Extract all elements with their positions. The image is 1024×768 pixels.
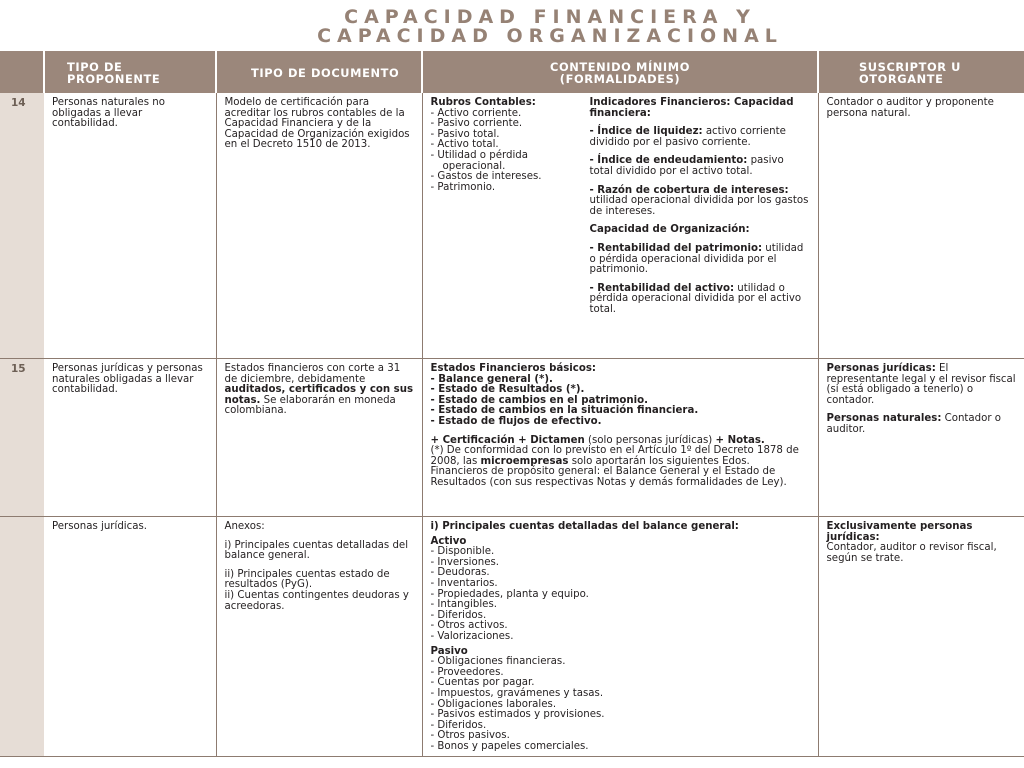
cell-suscriptor	[818, 359, 1024, 517]
title-line-2: CAPACIDAD ORGANIZACIONAL	[317, 25, 783, 47]
indicator-label: - Razón de cobertura de intereses:	[589, 184, 789, 196]
notas-label: + Notas.	[715, 434, 765, 446]
anexo-item: ii) Principales cuentas estado de resultados (PyG).	[224, 568, 390, 591]
activo-list	[431, 547, 810, 642]
estados-list	[431, 375, 810, 428]
list-item: - Otros pasivos.	[431, 731, 810, 742]
suscriptor-label: Personas jurídicas:	[826, 363, 936, 374]
list-item: - Propiedades, planta y equipo.	[431, 590, 810, 601]
anexo-item: i) Principales cuentas detalladas del balance general.	[224, 539, 409, 562]
cell-proponente: Personas jurídicas y personas naturales obligadas a llevar contabilidad.	[44, 359, 216, 517]
pasivo-title: Pasivo	[430, 645, 468, 657]
requirements-table	[0, 51, 1024, 757]
indicator-text: utilidad o pérdida operacional dividida por el activo total.	[589, 282, 802, 315]
header-number	[0, 51, 44, 93]
list-item: - Intangibles.	[431, 600, 810, 611]
indicator-text: pasivo total dividido por el activo total.	[589, 155, 784, 177]
organizacion-title: Capacidad de Organización:	[589, 224, 750, 236]
header-tipo-proponente: TIPO DE PROPONENTE	[44, 51, 216, 93]
row-number: 14	[0, 93, 44, 359]
list-item: - Diferidos.	[431, 611, 810, 622]
list-item: - Disponible.	[431, 547, 810, 558]
table-header-row	[0, 51, 1024, 93]
list-item: - Inventarios.	[431, 579, 810, 590]
list-item: - Inversiones.	[431, 558, 810, 569]
header-tipo-documento: TIPO DE DOCUMENTO	[216, 51, 422, 93]
list-item: - Utilidad o pérdida operacional.	[431, 151, 576, 172]
list-item: - Impuestos, gravámenes y tasas.	[431, 689, 810, 700]
list-item: - Pasivos estimados y provisiones.	[431, 710, 810, 721]
row-number	[0, 517, 44, 757]
list-item: - Deudoras.	[431, 568, 810, 579]
anexo-item: ii) Cuentas contingentes deudoras y acreedoras.	[224, 589, 409, 612]
table-row	[0, 93, 1024, 359]
table-row	[0, 517, 1024, 757]
cell-documento: Modelo de certificación para acreditar los rubros contables de la Capacidad Financiera y de la Capacidad de Organización exigidos en el Decreto 1510 de 2013.	[216, 93, 422, 359]
list-item: - Obligaciones laborales.	[431, 700, 810, 711]
doc-text: Se elaborarán en moneda colombiana.	[224, 394, 396, 417]
nota-text: solo aportarán los siguientes Edos. Financieros de propósito general: el Balance General y el Estado de Resultados (con sus respectivas Notas y demás formalidades de Ley).	[430, 455, 787, 488]
indicator-label: - Índice de liquidez:	[589, 126, 703, 138]
list-item: - Diferidos.	[431, 721, 810, 732]
list-item: - Balance general (*).	[431, 375, 810, 386]
list-item: - Activo corriente.	[431, 109, 576, 120]
cell-suscriptor: Contador o auditor y proponente persona natural.	[818, 93, 1024, 359]
list-item: - Pasivo corriente.	[431, 119, 576, 130]
suscriptor-text: Contador o auditor.	[826, 413, 1002, 435]
activo-title: Activo	[430, 535, 467, 547]
doc-text: Estados financieros con corte a 31 de diciembre, debidamente	[224, 363, 401, 385]
list-item: - Gastos de intereses.	[431, 172, 576, 183]
title-line-1: CAPACIDAD FINANCIERA Y	[344, 6, 756, 28]
nota-bold: microempresas	[480, 455, 569, 467]
pasivo-list	[431, 657, 810, 752]
cell-suscriptor	[818, 517, 1024, 757]
indicator-text: utilidad operacional dividida por los gastos de intereses.	[589, 195, 809, 217]
list-item: - Pasivo total.	[431, 130, 576, 141]
row-number: 15	[0, 359, 44, 517]
list-item: - Obligaciones financieras.	[431, 657, 810, 668]
cell-documento	[216, 517, 422, 757]
indicator-text: utilidad o pérdida operacional dividida por el patrimonio.	[589, 242, 804, 276]
indicator-label: - Rentabilidad del activo:	[589, 282, 735, 294]
list-item: - Valorizaciones.	[431, 632, 810, 643]
list-item: - Proveedores.	[431, 668, 810, 679]
anexos-title: Anexos:	[224, 521, 265, 532]
nota-text: (*) De conformidad con lo previsto en el Artículo 1º del Decreto 1878 de 2008, las	[430, 445, 799, 467]
list-item: - Otros activos.	[431, 621, 810, 632]
suscriptor-text: El representante legal y el revisor fiscal (si está obligado a tenerlo) o contador.	[826, 363, 1016, 406]
cell-proponente: Personas naturales no obligadas a llevar contabilidad.	[44, 93, 216, 359]
list-item: - Cuentas por pagar.	[431, 678, 810, 689]
cuentas-title: i) Principales cuentas detalladas del balance general:	[430, 521, 739, 532]
list-item: - Estado de Resultados (*).	[431, 385, 810, 396]
rubros-title: Rubros Contables:	[430, 97, 536, 108]
cell-contenido	[422, 359, 818, 517]
indicadores-title: Indicadores Financieros: Capacidad financiera:	[589, 97, 794, 119]
indicator-text: activo corriente dividido por el pasivo corriente.	[589, 126, 786, 148]
list-item: - Estado de cambios en la situación financiera.	[431, 406, 810, 417]
list-item: - Patrimonio.	[431, 183, 576, 194]
list-item: - Bonos y papeles comerciales.	[431, 742, 810, 753]
rubros-list	[431, 109, 576, 194]
suscriptor-text: Contador, auditor o revisor fiscal, según se trate.	[826, 542, 997, 564]
cert-text: (solo personas jurídicas)	[584, 434, 716, 446]
estados-title: Estados Financieros básicos:	[430, 363, 596, 374]
header-contenido: CONTENIDO MÍNIMO (FORMALIDADES)	[422, 51, 818, 93]
indicator-label: - Rentabilidad del patrimonio:	[589, 242, 763, 254]
header-suscriptor: SUSCRIPTOR U OTORGANTE	[818, 51, 1024, 93]
table-row	[0, 359, 1024, 517]
list-item: - Estado de flujos de efectivo.	[431, 417, 810, 428]
cell-contenido	[422, 93, 818, 359]
suscriptor-label: Personas naturales:	[826, 413, 942, 425]
list-item: - Estado de cambios en el patrimonio.	[431, 396, 810, 407]
cell-proponente: Personas jurídicas.	[44, 517, 216, 757]
list-item: - Activo total.	[431, 140, 576, 151]
doc-bold: auditados, certificados y con sus notas.	[224, 384, 414, 406]
indicator-label: - Índice de endeudamiento:	[589, 155, 748, 167]
cell-documento	[216, 359, 422, 517]
cert-label: + Certificación + Dictamen	[430, 434, 585, 446]
page-title	[0, 8, 1024, 46]
suscriptor-label: Exclusivamente personas jurídicas:	[826, 521, 973, 543]
cell-contenido	[422, 517, 818, 757]
